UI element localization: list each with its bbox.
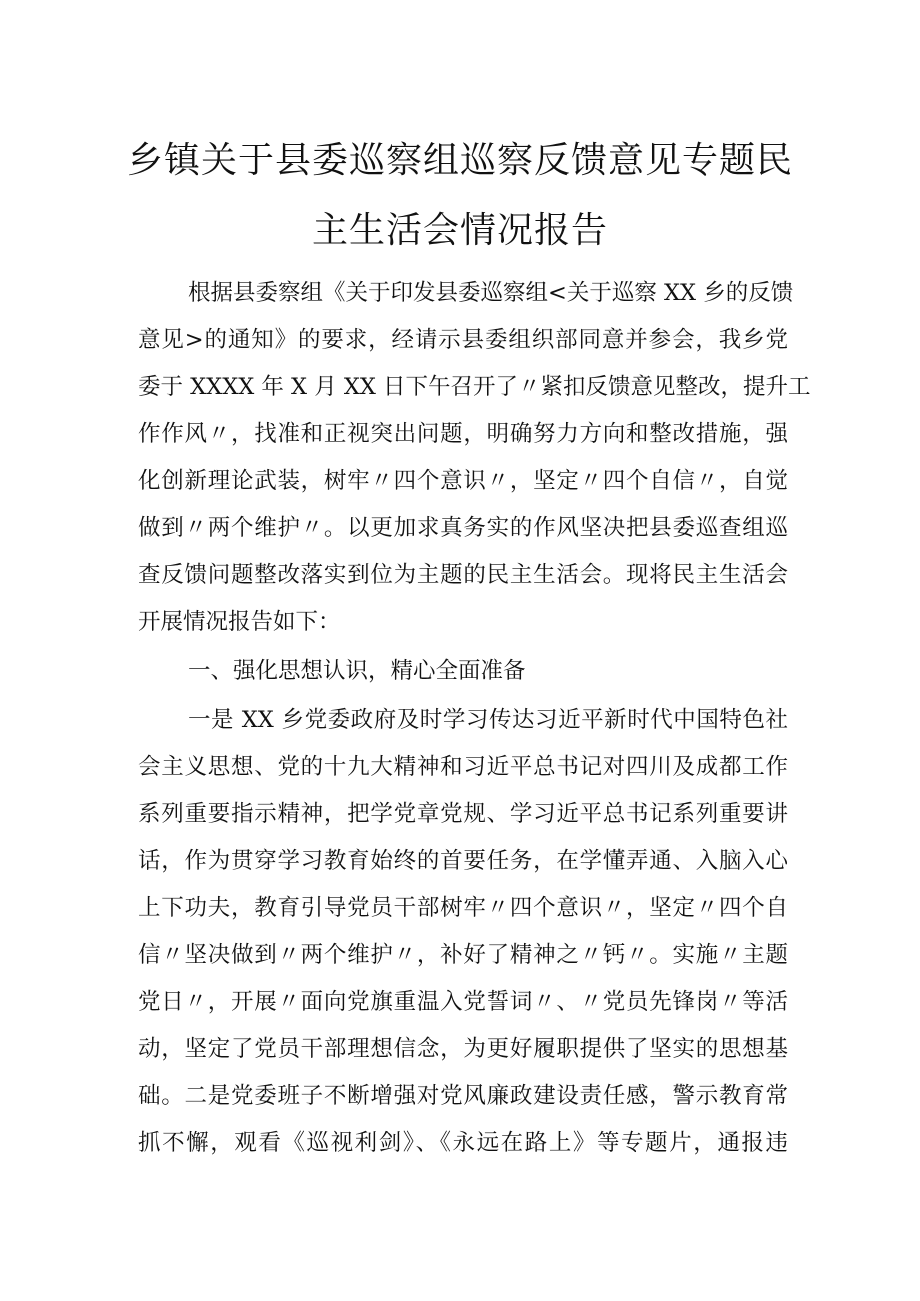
section-heading: 一、强化思想认识，精心全面准备 xyxy=(188,658,526,684)
paragraph-line: 系列重要指示精神，把学党章党规、学习近平总书记系列重要讲 xyxy=(138,801,788,827)
paragraph-line: 意见>的通知》的要求，经请示县委组织部同意并参会，我乡党 xyxy=(138,327,788,353)
paragraph-line: 信〃坚决做到〃两个维护〃，补好了精神之〃钙〃。实施〃主题 xyxy=(138,942,788,968)
document-title-line-1: 乡镇关于县委巡察组巡察反馈意见专题民 xyxy=(126,140,793,181)
paragraph-line: 查反馈问题整改落实到位为主题的民主生活会。现将民主生活会 xyxy=(138,562,788,588)
paragraph-line: 话，作为贯穿学习教育始终的首要任务，在学懂弄通、入脑入心 xyxy=(138,848,788,874)
paragraph-line: 化创新理论武装，树牢〃四个意识〃，坚定〃四个自信〃，自觉 xyxy=(138,468,788,494)
paragraph-line: 动，坚定了党员干部理想信念，为更好履职提供了坚实的思想基 xyxy=(138,1036,788,1062)
paragraph-line: 一是 XX 乡党委政府及时学习传达习近平新时代中国特色社 xyxy=(188,707,788,733)
paragraph-line: 党日〃，开展〃面向党旗重温入党誓词〃、〃党员先锋岗〃等活 xyxy=(138,989,788,1015)
paragraph-line: 作作风〃，找准和正视突出问题，明确努力方向和整改措施，强 xyxy=(138,421,788,447)
paragraph-line: 开展情况报告如下： xyxy=(138,609,341,635)
paragraph-line: 根据县委察组《关于印发县委巡察组<关于巡察 XX 乡的反馈 xyxy=(188,280,794,306)
document-title-line-2: 主生活会情况报告 xyxy=(311,210,608,251)
paragraph-line: 抓不懈，观看《巡视利剑》、《永远在路上》等专题片，通报违 xyxy=(138,1130,788,1156)
paragraph-line: 做到〃两个维护〃。以更加求真务实的作风坚决把县委巡查组巡 xyxy=(138,515,788,541)
paragraph-line: 上下功夫，教育引导党员干部树牢〃四个意识〃，坚定〃四个自 xyxy=(138,895,788,921)
paragraph-line: 会主义思想、党的十九大精神和习近平总书记对四川及成都工作 xyxy=(138,754,788,780)
paragraph-line: 委于 XXXX 年 X 月 XX 日下午召开了〃紧扣反馈意见整改，提升工 xyxy=(138,374,811,400)
paragraph-line: 础。二是党委班子不断增强对党风廉政建设责任感，警示教育常 xyxy=(138,1083,788,1109)
